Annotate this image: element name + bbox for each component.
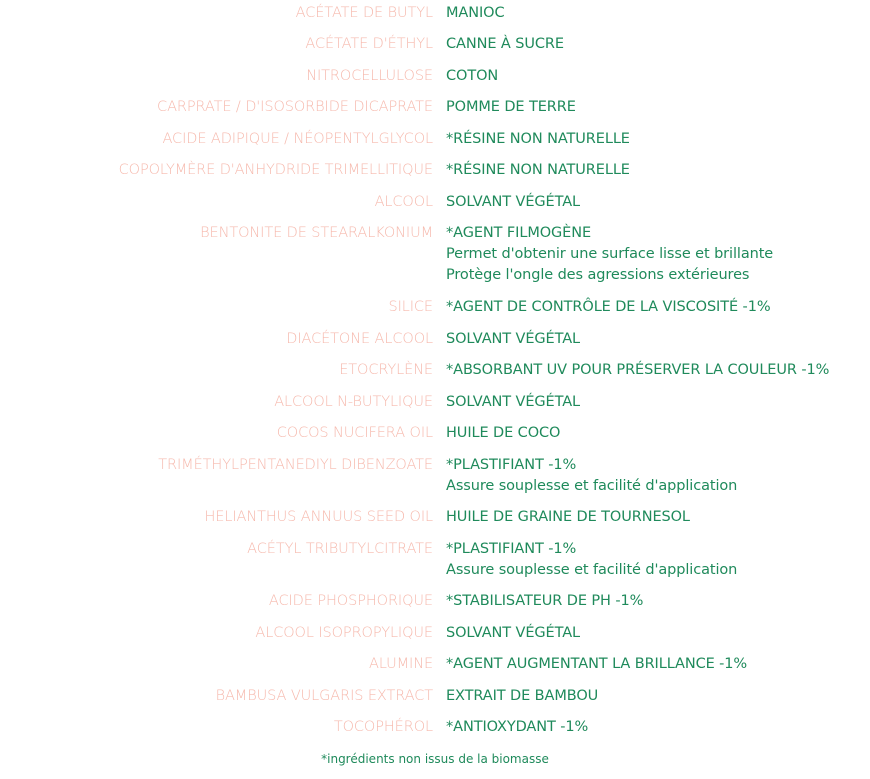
ingredient-name: SILICE xyxy=(388,299,433,315)
ingredient-row xyxy=(0,420,560,444)
function-label: *AGENT DE CONTRÔLE DE LA VISCOSITÉ -1% xyxy=(446,299,771,315)
ingredient-function xyxy=(446,389,580,413)
function-label: *PLASTIFIANT -1% xyxy=(446,457,577,473)
ingredient-function xyxy=(446,420,560,444)
ingredient-function xyxy=(446,683,598,707)
ingredient-function xyxy=(446,220,773,286)
function-label: *ANTIOXYDANT -1% xyxy=(446,719,589,735)
ingredient-function xyxy=(446,452,737,497)
ingredient-name: CARPRATE / D'ISOSORBIDE DICAPRATE xyxy=(157,99,433,115)
function-label: COTON xyxy=(446,68,499,84)
ingredient-name: ALCOOL xyxy=(374,194,433,210)
ingredient-row xyxy=(0,294,771,318)
function-label: CANNE À SUCRE xyxy=(446,36,564,52)
ingredient-name: ETOCRYLÈNE xyxy=(339,362,433,378)
ingredient-function xyxy=(446,714,588,738)
ingredient-function xyxy=(446,294,771,318)
function-label: SOLVANT VÉGÉTAL xyxy=(446,625,581,641)
ingredient-row xyxy=(0,126,630,150)
ingredient-name: COCOS NUCIFERA OIL xyxy=(276,425,433,441)
ingredient-name: ACÉTATE D'ÉTHYL xyxy=(305,36,433,52)
ingredient-function xyxy=(446,536,737,581)
function-label: *AGENT FILMOGÈNE xyxy=(446,225,592,241)
function-label: HUILE DE GRAINE DE TOURNESOL xyxy=(446,509,690,525)
function-description: Assure souplesse et facilité d'application xyxy=(446,478,738,494)
ingredient-row xyxy=(0,588,643,612)
function-label: MANIOC xyxy=(446,5,505,21)
ingredient-name: TOCOPHÉROL xyxy=(333,719,433,735)
function-label: *RÉSINE NON NATURELLE xyxy=(446,131,630,147)
ingredient-function xyxy=(446,126,630,150)
ingredient-row xyxy=(0,94,576,118)
ingredient-function xyxy=(446,326,580,350)
ingredient-row xyxy=(0,31,564,55)
function-label: *RÉSINE NON NATURELLE xyxy=(446,162,630,178)
ingredient-function xyxy=(446,620,580,644)
ingredient-name: TRIMÉTHYLPENTANEDIYL DIBENZOATE xyxy=(158,457,433,473)
ingredient-name: BENTONITE DE STEARALKONIUM xyxy=(200,225,433,241)
footnote: *ingrédients non issus de la biomasse xyxy=(321,752,549,766)
ingredient-name: DIACÉTONE ALCOOL xyxy=(286,331,433,347)
function-description: Permet d'obtenir une surface lisse et brillante xyxy=(446,246,774,262)
ingredient-row xyxy=(0,0,505,24)
ingredient-row xyxy=(0,683,598,707)
ingredient-function xyxy=(446,189,580,213)
ingredient-row xyxy=(0,326,580,350)
ingredient-function xyxy=(446,588,643,612)
function-label: *AGENT AUGMENTANT LA BRILLANCE -1% xyxy=(446,656,748,672)
function-description: Protège l'ongle des agressions extérieures xyxy=(446,267,750,283)
ingredient-function xyxy=(446,0,505,24)
ingredient-function xyxy=(446,63,498,87)
ingredient-row xyxy=(0,452,737,497)
ingredient-row xyxy=(0,714,588,738)
function-label: *ABSORBANT UV POUR PRÉSERVER LA COULEUR -1% xyxy=(446,362,830,378)
function-label: *STABILISATEUR DE PH -1% xyxy=(446,593,644,609)
function-label: SOLVANT VÉGÉTAL xyxy=(446,194,581,210)
function-label: *PLASTIFIANT -1% xyxy=(446,541,577,557)
function-label: SOLVANT VÉGÉTAL xyxy=(446,331,581,347)
ingredient-name: HELIANTHUS ANNUUS SEED OIL xyxy=(204,509,433,525)
ingredient-row xyxy=(0,63,498,87)
ingredient-row xyxy=(0,189,580,213)
ingredient-name: ACIDE PHOSPHORIQUE xyxy=(268,593,433,609)
function-label: SOLVANT VÉGÉTAL xyxy=(446,394,581,410)
ingredient-row xyxy=(0,504,690,528)
ingredient-name: ALCOOL ISOPROPYLIQUE xyxy=(255,625,433,641)
ingredient-function xyxy=(446,357,829,381)
ingredient-name: NITROCELLULOSE xyxy=(306,68,433,84)
ingredient-function xyxy=(446,504,690,528)
ingredient-function xyxy=(446,31,564,55)
ingredient-row xyxy=(0,357,829,381)
ingredient-function xyxy=(446,651,747,675)
ingredient-row xyxy=(0,536,737,581)
ingredient-name: BAMBUSA VULGARIS EXTRACT xyxy=(215,688,433,704)
ingredient-row xyxy=(0,157,630,181)
ingredient-name: ACÉTYL TRIBUTYLCITRATE xyxy=(247,541,433,557)
ingredient-name: ACIDE ADIPIQUE / NÉOPENTYLGLYCOL xyxy=(162,131,433,147)
ingredient-row xyxy=(0,220,773,286)
ingredient-name: ALUMINE xyxy=(369,656,433,672)
ingredient-name: ACÉTATE DE BUTYL xyxy=(295,5,433,21)
function-label: POMME DE TERRE xyxy=(446,99,576,115)
ingredient-row xyxy=(0,389,580,413)
ingredient-row xyxy=(0,651,747,675)
ingredient-function xyxy=(446,94,576,118)
ingredient-name: ALCOOL N-BUTYLIQUE xyxy=(274,394,433,410)
ingredient-function xyxy=(446,157,630,181)
function-label: EXTRAIT DE BAMBOU xyxy=(446,688,599,704)
ingredient-row xyxy=(0,620,580,644)
ingredient-name: COPOLYMÈRE D'ANHYDRIDE TRIMELLITIQUE xyxy=(118,162,433,178)
function-description: Assure souplesse et facilité d'application xyxy=(446,562,738,578)
function-label: HUILE DE COCO xyxy=(446,425,561,441)
